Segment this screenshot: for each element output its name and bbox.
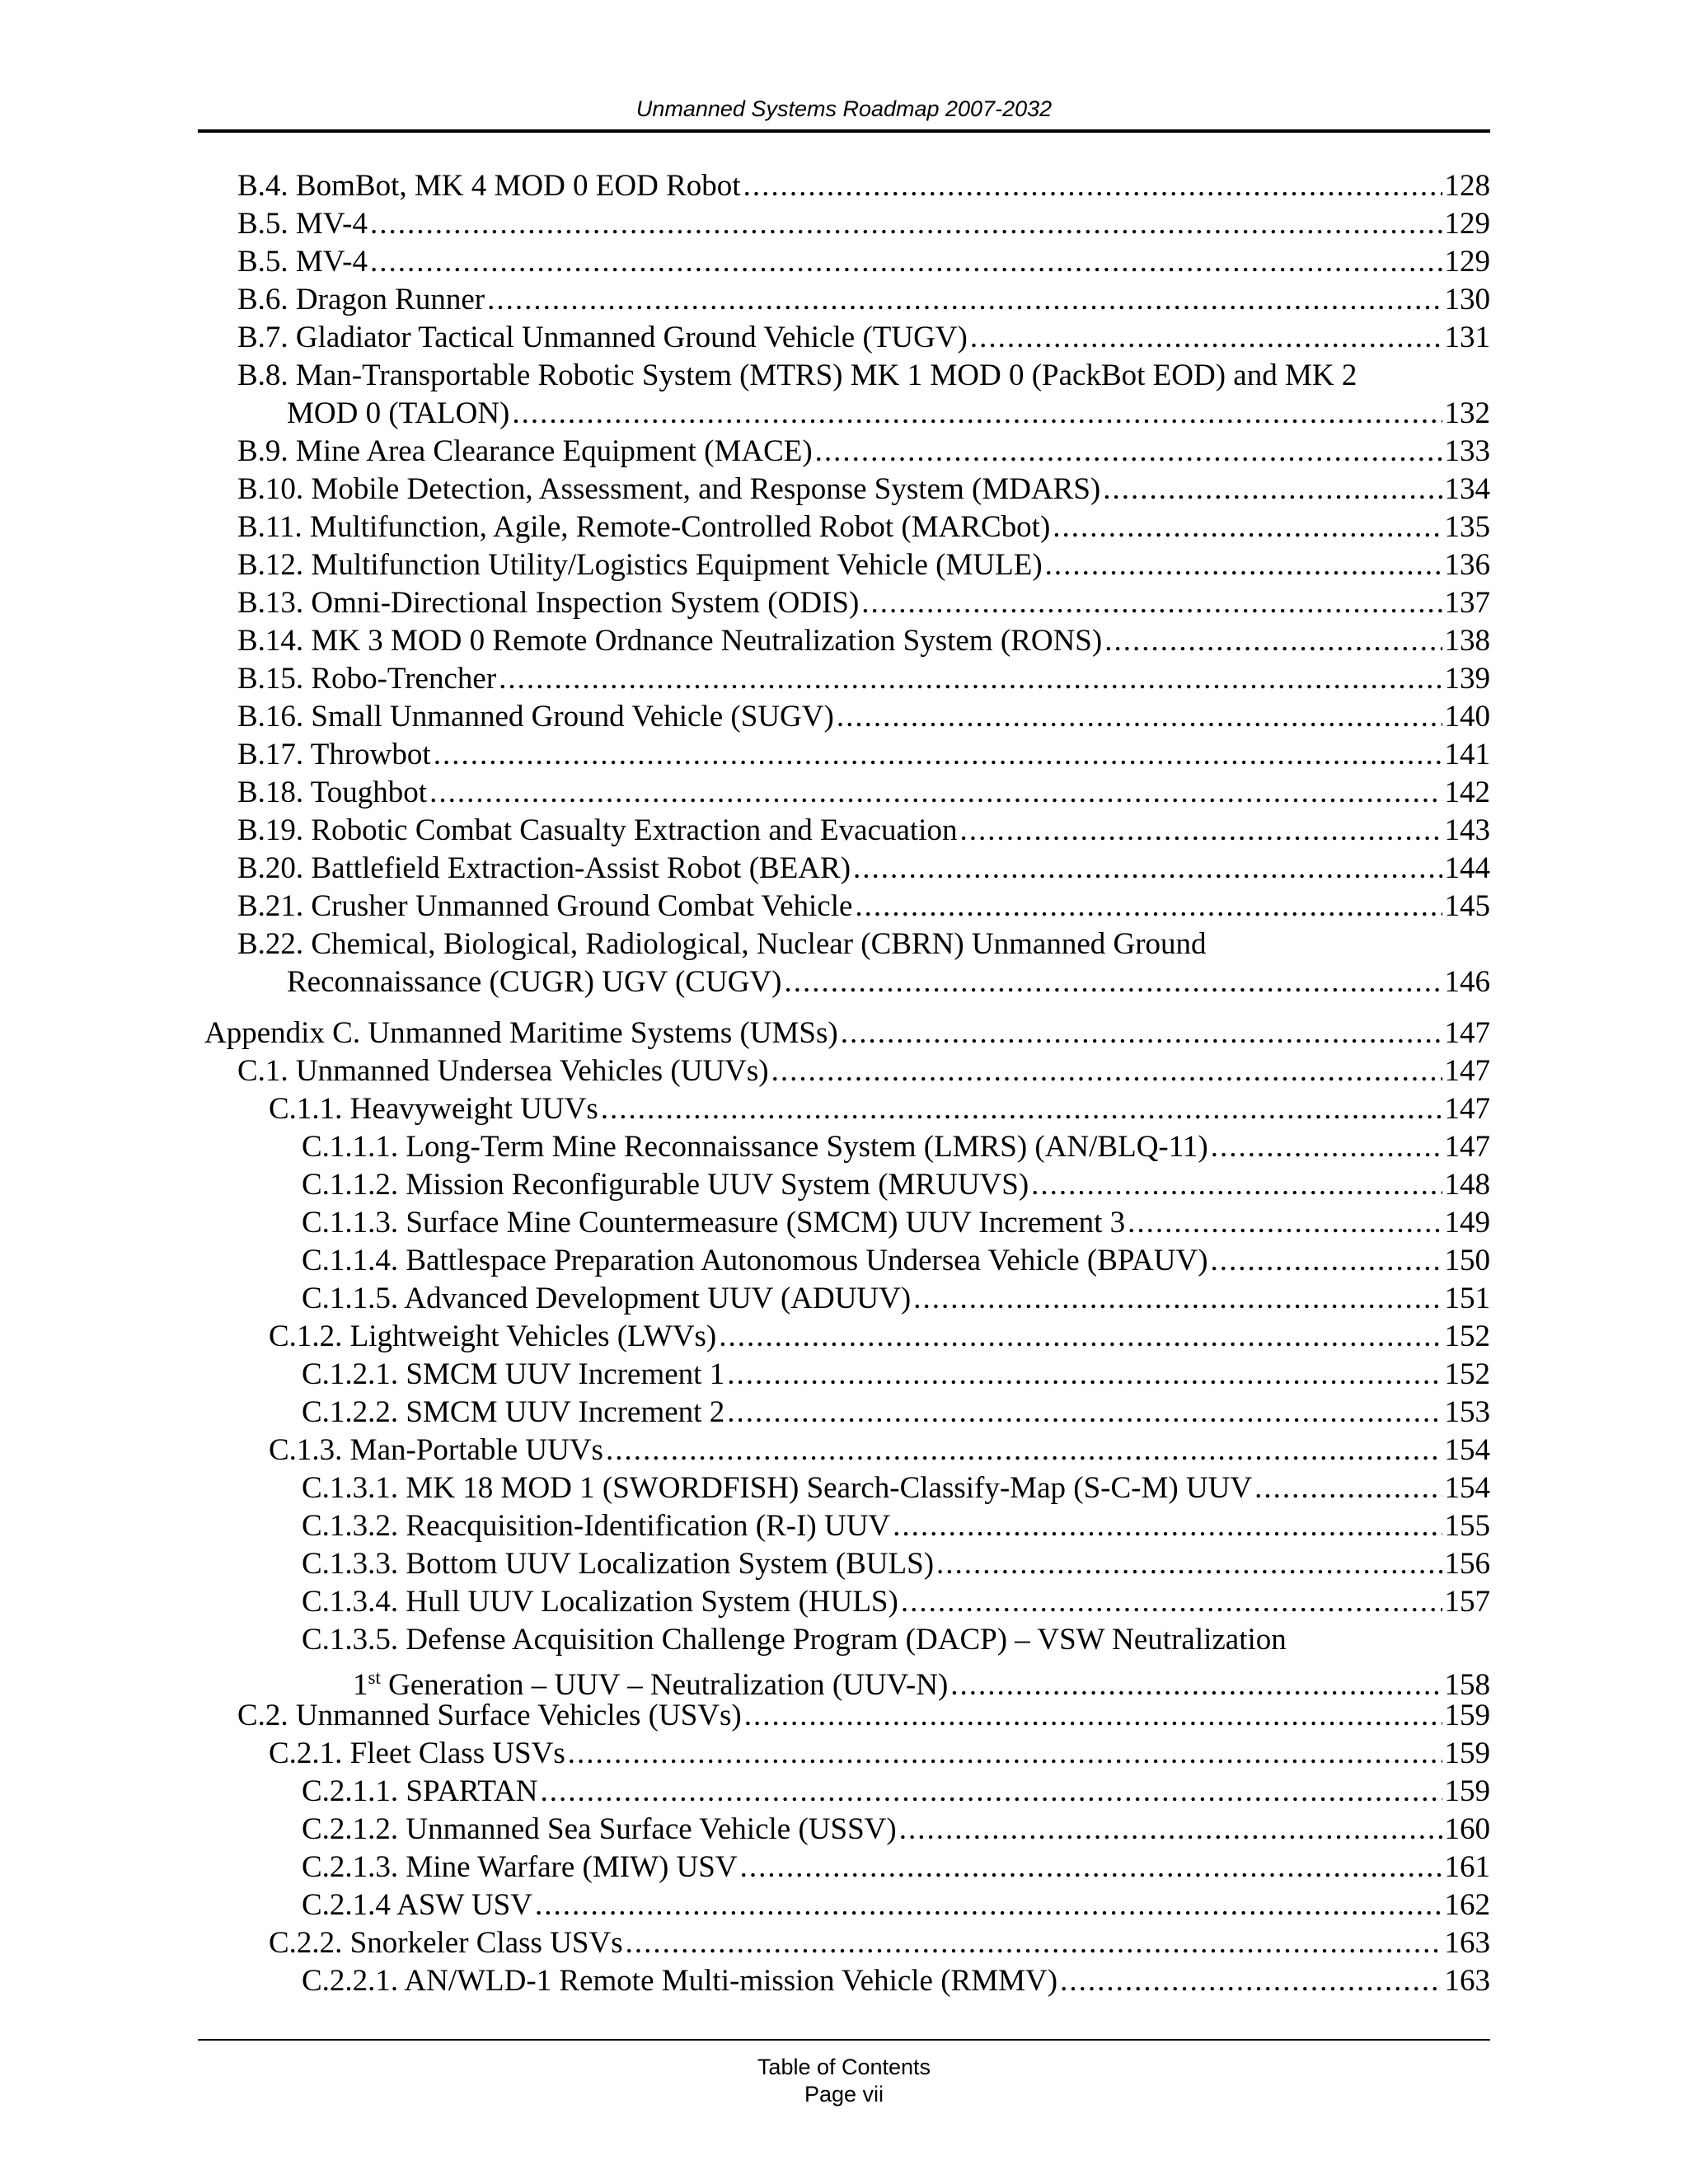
toc-entry-page-number: 129 bbox=[1444, 245, 1490, 279]
toc-entry[interactable] bbox=[198, 1242, 1490, 1280]
toc-dot-leader bbox=[1045, 546, 1442, 584]
footer-page-number: Page vii bbox=[804, 2082, 884, 2107]
toc-entry[interactable] bbox=[198, 1469, 1490, 1507]
toc-entry-title: B.11. Multifunction, Agile, Remote-Controlled Robot (MARCbot) bbox=[237, 510, 1051, 544]
toc-entry-page-number: 136 bbox=[1444, 548, 1490, 582]
toc-entry[interactable] bbox=[198, 698, 1490, 736]
toc-entry-page-number: 128 bbox=[1444, 169, 1490, 203]
toc-entry-page-number: 130 bbox=[1444, 283, 1490, 316]
toc-entry-page-number: 138 bbox=[1444, 624, 1490, 658]
toc-entry[interactable] bbox=[198, 1432, 1490, 1469]
toc-entry-title-text: Reconnaissance (CUGR) UGV (CUGV) bbox=[287, 965, 782, 999]
toc-entry-title: B.12. Multifunction Utility/Logistics Equipment Vehicle (MULE) bbox=[237, 548, 1043, 582]
toc-entry[interactable] bbox=[198, 888, 1490, 926]
toc-dot-leader bbox=[1254, 1469, 1442, 1507]
toc-dot-leader bbox=[568, 1735, 1442, 1773]
toc-dot-leader bbox=[841, 1015, 1442, 1052]
toc-entry[interactable] bbox=[198, 1394, 1490, 1432]
toc-entry-title: C.1.3. Man-Portable UUVs bbox=[269, 1433, 603, 1467]
toc-dot-leader bbox=[1031, 1166, 1442, 1204]
toc-entry-page-number: 132 bbox=[1444, 396, 1490, 430]
toc-dot-leader bbox=[853, 850, 1442, 888]
toc-entry-title: B.4. BomBot, MK 4 MOD 0 EOD Robot bbox=[237, 169, 741, 203]
toc-entry[interactable] bbox=[198, 1697, 1490, 1735]
toc-entry[interactable] bbox=[198, 850, 1490, 888]
toc-entry[interactable] bbox=[198, 1204, 1490, 1242]
toc-entry[interactable] bbox=[198, 1166, 1490, 1204]
toc-entry-page-number: 153 bbox=[1444, 1395, 1490, 1429]
toc-dot-leader bbox=[1104, 622, 1442, 660]
toc-entry[interactable] bbox=[198, 1090, 1490, 1128]
toc-entry[interactable] bbox=[198, 774, 1490, 812]
toc-entry-page-number: 156 bbox=[1444, 1547, 1490, 1581]
toc-entry-page-number: 133 bbox=[1444, 434, 1490, 468]
toc-dot-leader bbox=[855, 888, 1442, 926]
toc-entry-title: B.10. Mobile Detection, Assessment, and Response System (MDARS) bbox=[237, 472, 1101, 506]
toc-entry-ordinal: 1 bbox=[353, 1668, 368, 1702]
toc-entry-title: C.1. Unmanned Undersea Vehicles (UUVs) bbox=[237, 1054, 769, 1088]
toc-entry-title: C.1.1.2. Mission Reconfigurable UUV System (MRUUVS) bbox=[302, 1168, 1029, 1202]
toc-entry-page-number: 146 bbox=[1444, 965, 1490, 999]
toc-entry-ordinal-suffix: st bbox=[368, 1667, 381, 1688]
toc-entry-title: C.1.2. Lightweight Vehicles (LWVs) bbox=[269, 1319, 717, 1353]
toc-entry-page-number: 160 bbox=[1444, 1812, 1490, 1846]
toc-dot-leader bbox=[512, 395, 1442, 433]
toc-entry[interactable] bbox=[198, 1811, 1490, 1849]
toc-dot-leader bbox=[606, 1432, 1442, 1469]
toc-entry-title: C.2.1.1. SPARTAN bbox=[302, 1774, 538, 1808]
toc-entry[interactable] bbox=[198, 281, 1490, 319]
toc-entry-page-number: 144 bbox=[1444, 851, 1490, 885]
toc-dot-leader bbox=[899, 1811, 1442, 1849]
toc-entry[interactable] bbox=[198, 1962, 1490, 2000]
toc-dot-leader bbox=[370, 243, 1442, 281]
toc-entry[interactable] bbox=[198, 167, 1490, 205]
toc-entry-title: C.1.1.3. Surface Mine Countermeasure (SMCM) UUV Increment 3 bbox=[302, 1206, 1126, 1240]
toc-entry-title: C.1.1. Heavyweight UUVs bbox=[269, 1092, 598, 1126]
toc-dot-leader bbox=[959, 812, 1442, 850]
toc-entry[interactable] bbox=[198, 357, 1490, 433]
toc-entry-title: C.1.3.2. Reacquisition-Identification (R-I) UUV bbox=[302, 1509, 891, 1543]
toc-dot-leader bbox=[743, 167, 1442, 205]
toc-entry-title: B.13. Omni-Directional Inspection System (ODIS) bbox=[237, 586, 860, 620]
toc-entry-page-number: 158 bbox=[1444, 1668, 1490, 1702]
toc-dot-leader bbox=[1128, 1204, 1442, 1242]
toc-entry-page-number: 154 bbox=[1444, 1433, 1490, 1467]
toc-entry-page-number: 159 bbox=[1444, 1699, 1490, 1732]
toc-entry[interactable] bbox=[198, 546, 1490, 584]
toc-entry[interactable] bbox=[198, 1773, 1490, 1811]
toc-dot-leader bbox=[1060, 1962, 1442, 2000]
toc-entry-title: B.6. Dragon Runner bbox=[237, 283, 485, 316]
toc-entry-title: B.14. MK 3 MOD 0 Remote Ordnance Neutralization System (RONS) bbox=[237, 624, 1103, 658]
toc-entry-title: C.1.3.5. Defense Acquisition Challenge Program (DACP) – VSW Neutralization bbox=[302, 1623, 1287, 1657]
toc-entry-title: C.1.3.4. Hull UUV Localization System (HULS) bbox=[302, 1585, 898, 1619]
toc-entry[interactable] bbox=[198, 584, 1490, 622]
toc-entry-page-number: 150 bbox=[1444, 1244, 1490, 1277]
header-rule bbox=[198, 129, 1490, 133]
toc-entry-title-text: Generation – UUV – Neutralization (UUV-N) bbox=[380, 1668, 949, 1702]
toc-entry-title: B.5. MV-4 bbox=[237, 207, 368, 241]
toc-entry-title: B.21. Crusher Unmanned Ground Combat Vehicle bbox=[237, 889, 853, 923]
toc-entry[interactable] bbox=[198, 926, 1490, 1001]
toc-entry[interactable] bbox=[198, 1318, 1490, 1356]
toc-entry-page-number: 152 bbox=[1444, 1357, 1490, 1391]
toc-entry[interactable] bbox=[198, 1356, 1490, 1394]
toc-dot-leader bbox=[719, 1318, 1442, 1356]
toc-dot-leader bbox=[815, 433, 1442, 471]
toc-entry-page-number: 147 bbox=[1444, 1016, 1490, 1050]
toc-dot-leader bbox=[499, 660, 1442, 698]
toc-dot-leader bbox=[901, 1583, 1442, 1621]
toc-entry-title: C.1.2.1. SMCM UUV Increment 1 bbox=[302, 1357, 725, 1391]
toc-dot-leader bbox=[540, 1773, 1442, 1811]
toc-entry-page-number: 149 bbox=[1444, 1206, 1490, 1240]
toc-entry-title: C.2.1.3. Mine Warfare (MIW) USV bbox=[302, 1850, 738, 1884]
toc-entry-page-number: 155 bbox=[1444, 1509, 1490, 1543]
toc-entry[interactable] bbox=[198, 205, 1490, 243]
toc-entry-title: C.1.3.3. Bottom UUV Localization System (BULS) bbox=[302, 1547, 935, 1581]
toc-entry[interactable] bbox=[198, 1545, 1490, 1583]
toc-dot-leader bbox=[1211, 1242, 1442, 1280]
toc-dot-leader bbox=[837, 698, 1442, 736]
footer-rule bbox=[198, 2039, 1490, 2041]
toc-entry[interactable] bbox=[198, 1015, 1490, 1052]
toc-entry[interactable] bbox=[198, 243, 1490, 281]
toc-entry-page-number: 143 bbox=[1444, 813, 1490, 847]
toc-entry[interactable] bbox=[198, 319, 1490, 357]
toc-entry-page-number: 129 bbox=[1444, 207, 1490, 241]
toc-dot-leader bbox=[727, 1394, 1442, 1432]
toc-entry-title: C.2.1.2. Unmanned Sea Surface Vehicle (USSV) bbox=[302, 1812, 897, 1846]
toc-entry[interactable] bbox=[198, 1886, 1490, 1924]
toc-dot-leader bbox=[601, 1090, 1442, 1128]
toc-entry-page-number: 161 bbox=[1444, 1850, 1490, 1884]
toc-entry-title: C.1.1.4. Battlespace Preparation Autonomous Undersea Vehicle (BPAUV) bbox=[302, 1244, 1208, 1277]
toc-entry-title: B.22. Chemical, Biological, Radiological, Nuclear (CBRN) Unmanned Ground bbox=[237, 927, 1207, 961]
toc-entry-page-number: 145 bbox=[1444, 889, 1490, 923]
toc-dot-leader bbox=[861, 584, 1442, 622]
toc-entry-title: C.1.1.1. Long-Term Mine Reconnaissance System (LMRS) (AN/BLQ-11) bbox=[302, 1130, 1208, 1164]
toc-dot-leader bbox=[784, 963, 1442, 1001]
toc-entry-title-continued bbox=[287, 395, 509, 433]
toc-entry-page-number: 141 bbox=[1444, 738, 1490, 771]
toc-entry-title-text: MOD 0 (TALON) bbox=[287, 396, 510, 430]
toc-entry-page-number: 147 bbox=[1444, 1092, 1490, 1126]
toc-entry[interactable] bbox=[198, 660, 1490, 698]
toc-entry-title: B.9. Mine Area Clearance Equipment (MACE) bbox=[237, 434, 813, 468]
toc-dot-leader bbox=[771, 1052, 1442, 1090]
toc-entry-title: B.7. Gladiator Tactical Unmanned Ground Vehicle (TUGV) bbox=[237, 321, 968, 354]
toc-entry-title: B.15. Robo-Trencher bbox=[237, 662, 497, 696]
toc-entry-title: B.8. Man-Transportable Robotic System (MTRS) MK 1 MOD 0 (PackBot EOD) and MK 2 bbox=[237, 359, 1357, 392]
toc-dot-leader bbox=[429, 774, 1442, 812]
toc-entry-title: C.2.1.4 ASW USV bbox=[302, 1888, 532, 1922]
toc-dot-leader bbox=[913, 1280, 1442, 1318]
toc-entry-page-number: 148 bbox=[1444, 1168, 1490, 1202]
toc-entry-page-number: 142 bbox=[1444, 776, 1490, 809]
toc-entry-title: C.2.1. Fleet Class USVs bbox=[269, 1736, 565, 1770]
toc-dot-leader bbox=[970, 319, 1442, 357]
toc-entry-page-number: 162 bbox=[1444, 1888, 1490, 1922]
toc-entry-title: B.19. Robotic Combat Casualty Extraction and Evacuation bbox=[237, 813, 958, 847]
toc-entry-page-number: 137 bbox=[1444, 586, 1490, 620]
toc-entry-page-number: 147 bbox=[1444, 1130, 1490, 1164]
toc-dot-leader bbox=[893, 1507, 1442, 1545]
running-header-title: Unmanned Systems Roadmap 2007-2032 bbox=[635, 96, 1053, 121]
toc-entry-page-number: 152 bbox=[1444, 1319, 1490, 1353]
toc-entry-page-number: 157 bbox=[1444, 1585, 1490, 1619]
toc-dot-leader bbox=[626, 1924, 1442, 1962]
toc-entry-page-number: 140 bbox=[1444, 700, 1490, 733]
toc-dot-leader bbox=[487, 281, 1442, 319]
toc-dot-leader bbox=[434, 736, 1442, 774]
toc-entry-title: Appendix C. Unmanned Maritime Systems (UMSs) bbox=[204, 1016, 838, 1050]
toc-dot-leader bbox=[370, 205, 1442, 243]
toc-entry-page-number: 163 bbox=[1444, 1926, 1490, 1960]
toc-entry-page-number: 135 bbox=[1444, 510, 1490, 544]
toc-dot-leader bbox=[1211, 1128, 1442, 1166]
toc-entry-title: B.20. Battlefield Extraction-Assist Robot (BEAR) bbox=[237, 851, 851, 885]
toc-entry[interactable] bbox=[198, 812, 1490, 850]
toc-dot-leader bbox=[1103, 471, 1442, 509]
toc-entry[interactable] bbox=[198, 1280, 1490, 1318]
toc-dot-leader bbox=[1053, 509, 1442, 546]
toc-entry[interactable] bbox=[198, 433, 1490, 471]
toc-entry[interactable] bbox=[198, 1621, 1490, 1702]
toc-entry-title: B.5. MV-4 bbox=[237, 245, 368, 279]
toc-dot-leader bbox=[744, 1697, 1442, 1735]
toc-entry[interactable] bbox=[198, 1128, 1490, 1166]
toc-entry-title: C.1.2.2. SMCM UUV Increment 2 bbox=[302, 1395, 725, 1429]
toc-entry-page-number: 139 bbox=[1444, 662, 1490, 696]
toc-entry[interactable] bbox=[198, 1507, 1490, 1545]
toc-entry[interactable] bbox=[198, 1735, 1490, 1773]
toc-entry[interactable] bbox=[198, 1849, 1490, 1886]
toc-entry-title: B.16. Small Unmanned Ground Vehicle (SUGV) bbox=[237, 700, 834, 733]
toc-entry-title: C.2. Unmanned Surface Vehicles (USVs) bbox=[237, 1699, 742, 1732]
toc-entry-title: B.17. Throwbot bbox=[237, 738, 431, 771]
toc-entry[interactable] bbox=[198, 1924, 1490, 1962]
toc-entry-page-number: 134 bbox=[1444, 472, 1490, 506]
toc-entry[interactable] bbox=[198, 1052, 1490, 1090]
toc-entry-title: C.1.3.1. MK 18 MOD 1 (SWORDFISH) Search-Classify-Map (S-C-M) UUV bbox=[302, 1471, 1253, 1505]
toc-dot-leader bbox=[535, 1886, 1442, 1924]
toc-entry[interactable] bbox=[198, 736, 1490, 774]
toc-entry-title: C.2.2.1. AN/WLD-1 Remote Multi-mission Vehicle (RMMV) bbox=[302, 1964, 1058, 1998]
toc-entry-page-number: 163 bbox=[1444, 1964, 1490, 1998]
toc-entry-page-number: 159 bbox=[1444, 1774, 1490, 1808]
page-footer bbox=[198, 2054, 1490, 2108]
toc-entry-page-number: 131 bbox=[1444, 321, 1490, 354]
toc-entry-title: C.1.1.5. Advanced Development UUV (ADUUV) bbox=[302, 1282, 912, 1315]
toc-entry-page-number: 147 bbox=[1444, 1054, 1490, 1088]
toc-entry[interactable] bbox=[198, 1583, 1490, 1621]
toc-entry-page-number: 151 bbox=[1444, 1282, 1490, 1315]
toc-entry[interactable] bbox=[198, 622, 1490, 660]
toc-entry-title-continued bbox=[287, 963, 781, 1001]
toc-dot-leader bbox=[936, 1545, 1442, 1583]
toc-entry[interactable] bbox=[198, 471, 1490, 509]
toc-dot-leader bbox=[727, 1356, 1442, 1394]
toc-entry-title: C.2.2. Snorkeler Class USVs bbox=[269, 1926, 623, 1960]
toc-entry-title: B.18. Toughbot bbox=[237, 776, 428, 809]
toc-entry-page-number: 154 bbox=[1444, 1471, 1490, 1505]
footer-section-title: Table of Contents bbox=[757, 2055, 931, 2079]
toc-dot-leader bbox=[740, 1849, 1442, 1886]
table-of-contents bbox=[198, 167, 1490, 2000]
toc-entry-page-number: 159 bbox=[1444, 1736, 1490, 1770]
toc-entry[interactable] bbox=[198, 509, 1490, 546]
